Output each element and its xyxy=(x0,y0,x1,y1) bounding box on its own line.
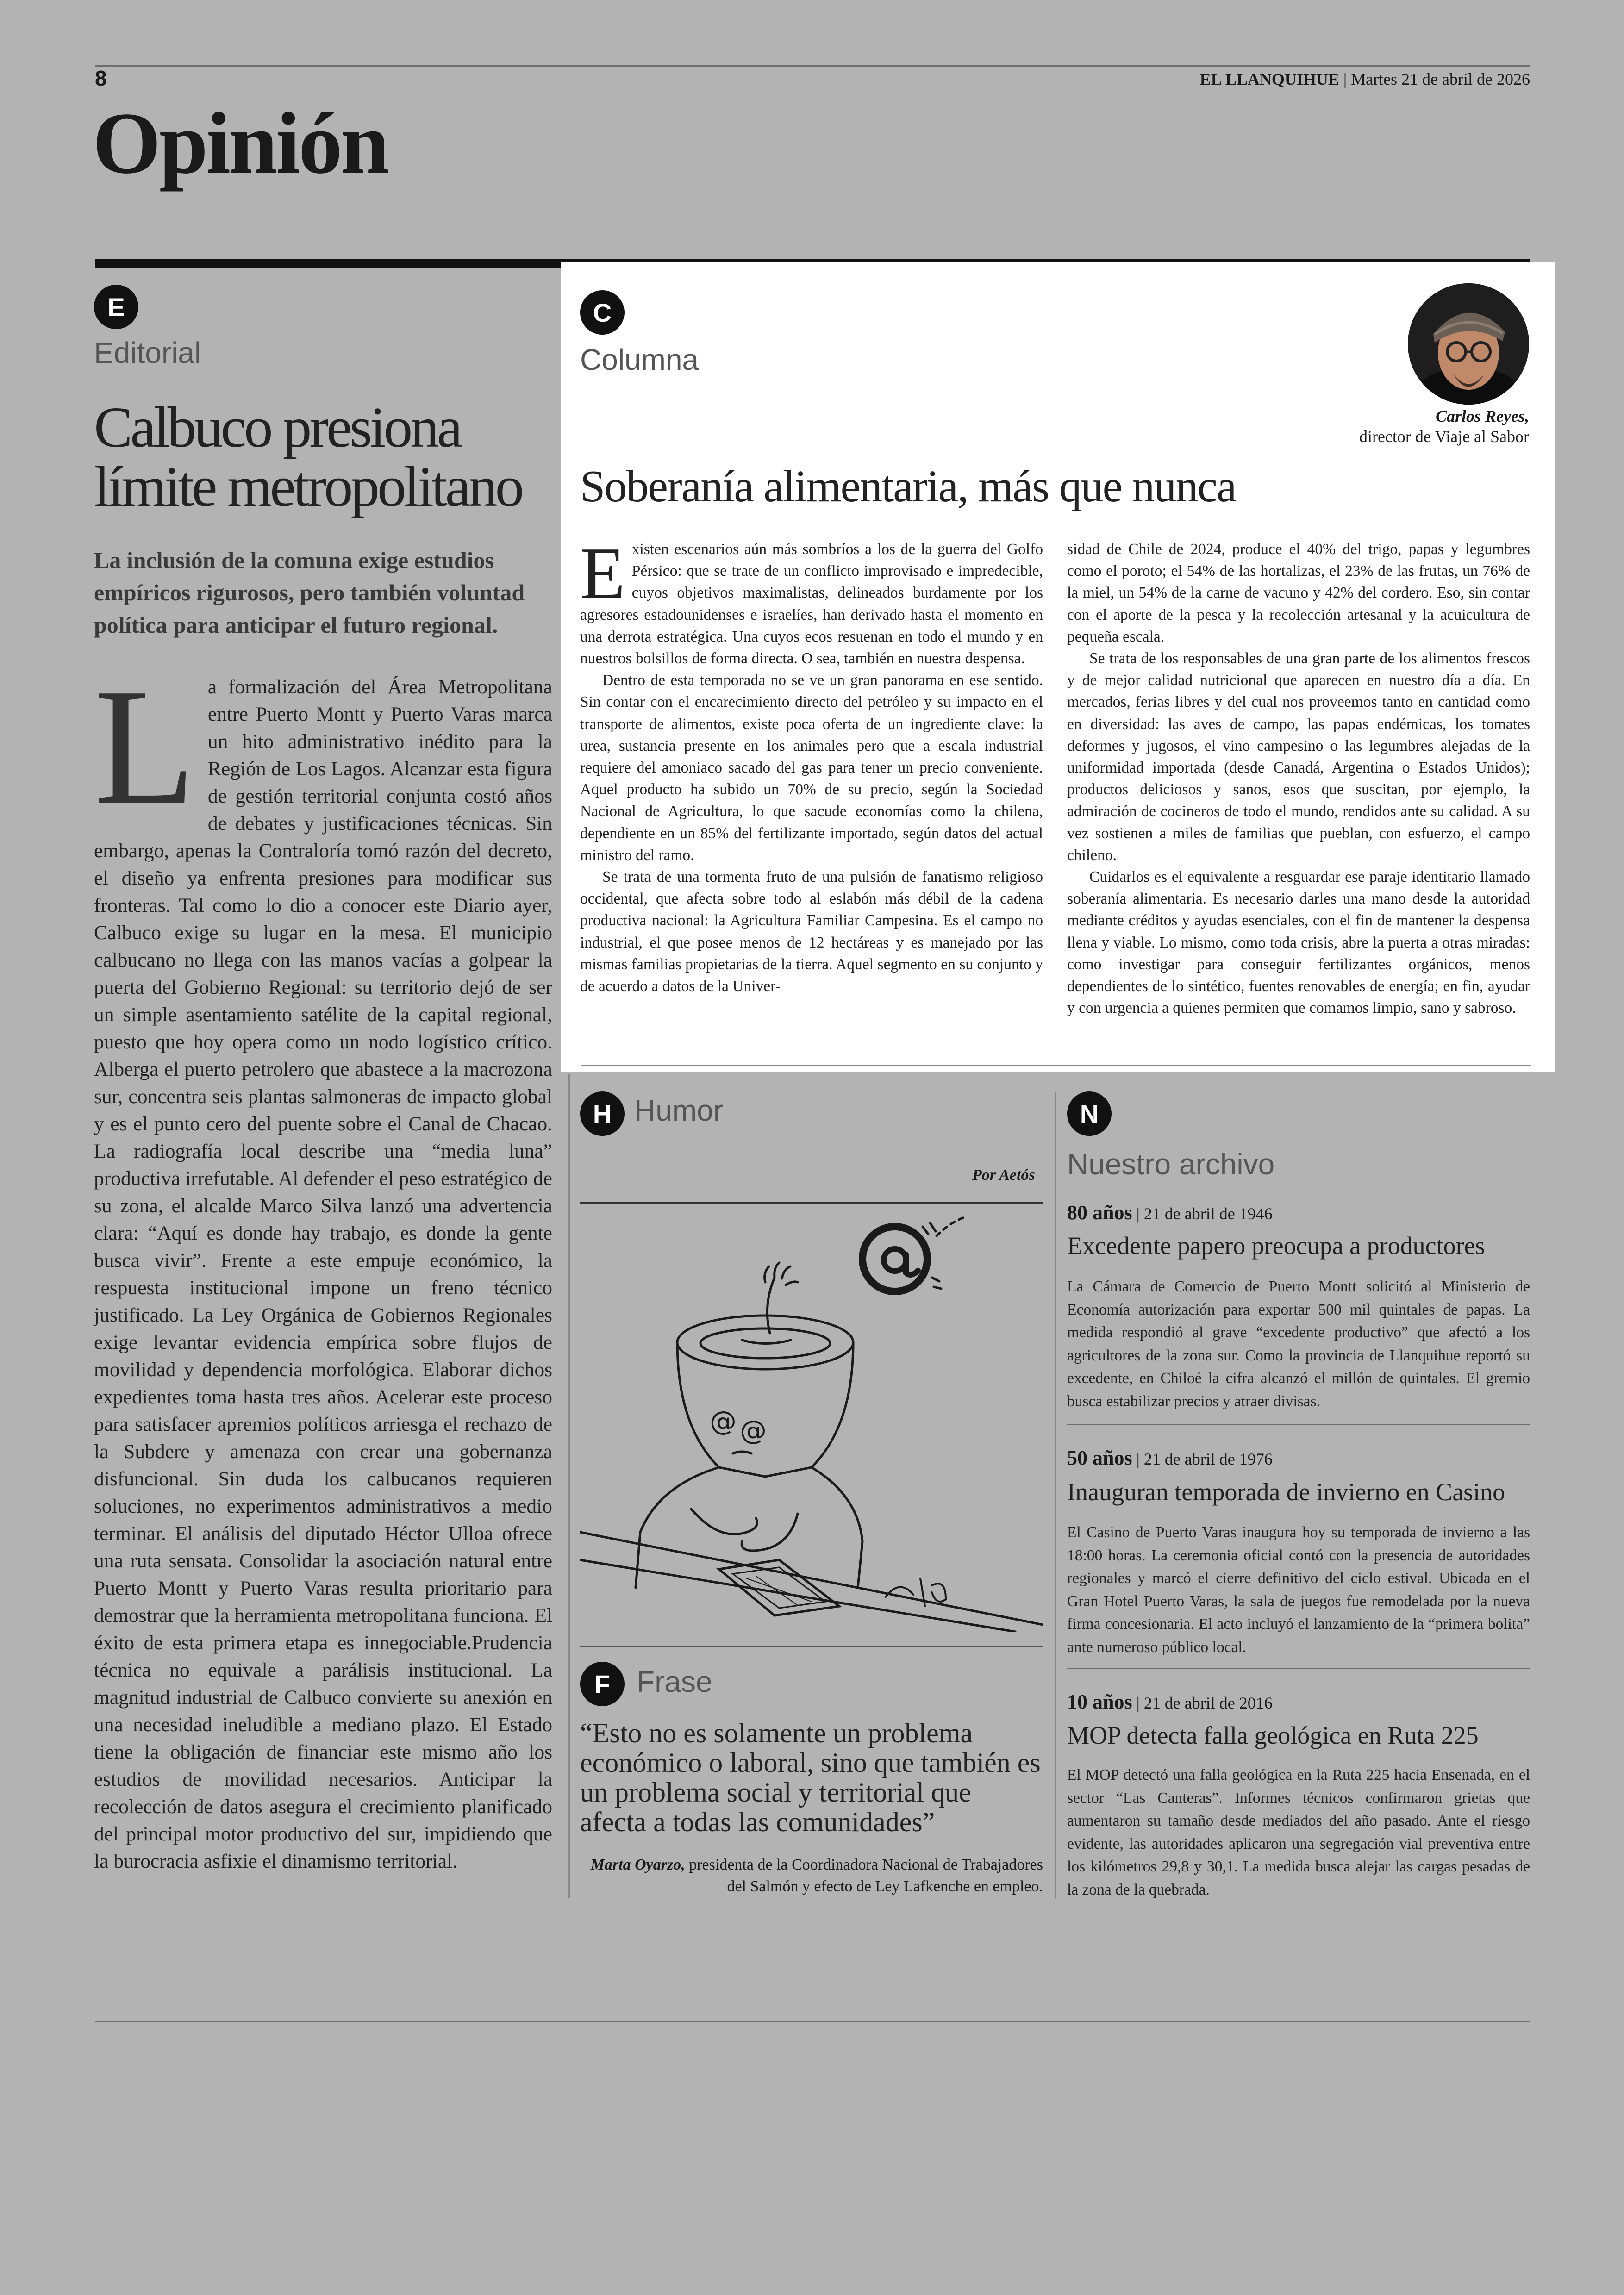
author-portrait-icon xyxy=(1408,283,1529,405)
archivo-item-body: El MOP detectó una falla geológica en la Ruta 225 hacia Ensenada, en el sector “Las Canteras”. Informes técnicos confirmaron grietas que aumentaron su tamaño desde mediados del año pasado. Ante el riesgo evidente, las autoridades aplicaron una segregación vial preventiva entre los kilómetros 29,8 y 30,1. La medida busca alejar las cargas pesadas de la zona de la quebrada. xyxy=(1067,1766,1530,1898)
editorial-dropcap: L xyxy=(94,654,196,839)
column-dropcap: E xyxy=(580,532,625,614)
svg-text:@: @ xyxy=(710,1405,737,1437)
top-hairline xyxy=(95,65,1530,67)
column-kicker: Columna xyxy=(580,343,699,376)
humor-cartoon xyxy=(580,1208,1043,1632)
archivo-item-meta: 10 años | 21 de abril de 2016 xyxy=(1067,1690,1273,1713)
editorial-badge: E xyxy=(94,285,138,329)
svg-text:@: @ xyxy=(740,1415,767,1446)
archivo-item-title: Excedente papero preocupa a productores xyxy=(1067,1232,1485,1260)
frase-kicker: Frase xyxy=(637,1665,712,1698)
cartoon-drawing-icon xyxy=(580,1208,1043,1632)
archivo-item-meta: 80 años | 21 de abril de 1946 xyxy=(1067,1201,1273,1224)
column-text-right xyxy=(1067,538,1530,1019)
archivo-item-meta: 50 años | 21 de abril de 1976 xyxy=(1067,1447,1273,1469)
masthead-separator: | xyxy=(1339,70,1351,88)
archivo-item-body: El Casino de Puerto Varas inaugura hoy su temporada de invierno a las 18:00 horas. La ceremonia oficial contó con la presencia de autoridades regionales y marcó el cierre definitivo del ciclo estival. Ubicada en el Gran Hotel Puerto Varas, la sala de juegos fue remodelada por la nueva firma concesionaria. El acto incluyó el lanzamiento de la “primera bolita” ante numeroso público local. xyxy=(1067,1524,1530,1656)
editorial-text: a formalización del Área Metropolitana entre Puerto Montt y Puerto Varas marca un hito administrativo inédito para la Región de Los Lagos. Alcanzar esta figura de gestión territorial conjunta costó años de debates y justificaciones técnicas. Sin embargo, apenas la Contraloría tomó razón del decreto, el diseño ya enfrenta presiones para modificar sus fronteras. Tal como lo dio a conocer este Diario ayer, Calbuco exige su lugar en la mesa. El municipio calbucano no llega con las manos vacías a golpear la puerta del Gobierno Regional: su territorio dejó de ser un simple asentamiento satélite de la capital regional, puesto que hoy opera como un nodo logístico crítico. Alberga el puerto petrolero que abastece a la macrozona sur, concentra seis plantas salmoneras de impacto global y es el punto cero del puente sobre el Canal de Chacao. La radiografía local describe una “media luna” productiva irrefutable. Al defender el peso estratégico de su zona, el alcalde Marco Silva lanzó una advertencia clara: “Aquí es donde hay trabajo, es donde la gente busca vivir”. Frente a este empuje económico, la respuesta institucional impone un freno técnico justificado. La Ley Orgánica de Gobiernos Regionales exige levantar evidencia empírica sobre flujos de movilidad y dependencia morfológica. Elaborar dichos expedientes toma hasta tres años. Acelerar este proceso para satisfacer apremios políticos arriesga el rechazo de la Subdere y amenaza con crear una gobernanza disfuncional. Sin duda los calbucanos requieren soluciones, no experimentos administrativos a medio terminar. El análisis del diputado Héctor Ulloa ofrece una ruta sensata. Consolidar la asociación natural entre Puerto Montt y Puerto Varas resulta prioritario para demostrar que la herramienta metropolitana funciona. El éxito de esta primera etapa es innegociable.Prudencia técnica no equivale a parálisis institucional. La magnitud industrial de Calbuco convierte su anexión en una necesidad ineludible a mediano plazo. El Estado tiene la obligación de financiar este mismo año los estudios de movilidad necesarios. Anticipar la recolección de datos asegura el crecimiento planificado del principal motor productivo del sur, impidiendo que la burocracia asfixie el dinamismo territorial. xyxy=(94,676,552,1872)
frase-attribution xyxy=(580,1854,1043,1897)
page-number: 8 xyxy=(95,66,107,90)
editorial-body xyxy=(94,654,552,1875)
humor-badge: H xyxy=(580,1091,625,1136)
footer-rule xyxy=(95,2021,1530,2022)
column-paragraph: Existen escenarios aún más sombríos a los de la guerra del Golfo Pérsico: que se trate de un conflicto improvisado e impredecible, cuyos objetivos maximalistas, delineados burdamente por los agresores estadounidenses e israelíes, han derivado hasta el momento en una derrota estratégica. Una cuyos ecos resuenan en todo el mundo y en nuestros bolsillos de forma directa. O sea, también en nuestra despensa. xyxy=(580,532,1043,667)
author-role: director de Viaje al Sabor xyxy=(1359,427,1529,446)
humor-bottom-rule xyxy=(580,1646,1043,1647)
frase-author-role: presidenta de la Coordinadora Nacional de Trabajadores del Salmón y efecto de Ley Lafkenche en empleo. xyxy=(689,1856,1043,1895)
archivo-item-title: Inauguran temporada de invierno en Casino xyxy=(1067,1478,1505,1506)
archivo-separator xyxy=(1067,1668,1530,1669)
archivo-item-title: MOP detecta falla geológica en Ruta 225 xyxy=(1067,1721,1479,1749)
column-text-left xyxy=(580,532,1043,997)
frase-quote: “Esto no es solamente un problema económico o laboral, sino que también es un problema social y territorial que afecta a todas las comunidades” xyxy=(580,1718,1041,1837)
archivo-kicker: Nuestro archivo xyxy=(1067,1148,1275,1181)
masthead xyxy=(1200,69,1530,89)
frase-badge: F xyxy=(580,1662,625,1706)
column-paragraph: Cuidarlos es el equivalente a resguardar ese paraje identitario llamado soberanía alimentaria. Es necesario darles una mano desde la autoridad mediante créditos y ayudas esenciales, con el fin de mantener la despensa llena y viable. Lo mismo, como toda crisis, abre la puerta a otras miradas: como investigar para conseguir fertilizantes orgánicos, menos dependientes de lo sintético, fuentes renovables de energía; en fin, ayudar y con urgencia a quienes permiten que comamos limpio, sano y sabroso. xyxy=(1067,868,1530,1017)
section-title: Opinión xyxy=(93,95,388,192)
author-name: Carlos Reyes, xyxy=(1436,407,1529,425)
column-paragraph: Dentro de esta temporada no se ve un gran panorama en ese sentido. Sin contar con el encarecimiento directo del petróleo y su impacto en el transporte de alimentos, existe poca oferta de un ingrediente clave: la urea, sustancia presente en los animales pero que a escala industrial requiere del amoniaco sacado del gas para tener un precio conveniente. Aquel producto ha subido un 70% de su precio, según la Sociedad Nacional de Agricultura, lo que sacude economías como la chilena, dependiente en un 85% del fertilizante importado, según datos del actual ministro del ramo. xyxy=(580,672,1043,864)
editorial-deck: La inclusión de la comuna exige estudios empíricos rigurosos, pero también voluntad política para anticipar el futuro regional. xyxy=(94,547,525,638)
column-paragraph: Se trata de los responsables de una gran parte de los alimentos frescos y de mejor calidad nutricional que aparecen en nuestro día a día. En mercados, ferias libres y del cual nos proveemos tanto en cantidad como en diversidad: las aves de campo, las papas endémicas, los tomates deformes y jugosos, el vino campesino o las legumbres alejadas de la uniformidad importada (desde Canadá, Argentina o Estados Unidos); productos deliciosos y sanos, esos que suscitan, por ejemplo, la admiración de cocineros de todo el mundo, rendidos ante su calidad. A su vez sostienen a miles de familias que pueblan, con esfuerzo, el campo chileno. xyxy=(1067,650,1530,864)
author-photo xyxy=(1408,283,1529,405)
humor-rule xyxy=(580,1202,1043,1204)
editorial-headline: Calbuco presiona límite metropolitano xyxy=(94,396,522,519)
frase-author-name: Marta Oyarzo, xyxy=(590,1856,685,1873)
column-paragraph: sidad de Chile de 2024, produce el 40% del trigo, papas y legumbres como el poroto; el 54% de las hortalizas, el 23% de las frutas, un 76% de la miel, un 54% de la carne de vacuno y 42% del cordero. Eso, sin contar con el aporte de la pesca y la recolección artesanal y la acuicultura de pequeña escala. xyxy=(1067,541,1530,645)
archivo-item-body: La Cámara de Comercio de Puerto Montt solicitó al Ministerio de Economía autorización para exportar 500 mil quintales de papas. La medida respondió al grave “excedente productivo” que afectó a los agricultores de la zona sur. Como la provincia de Llanquihue reportó su excedente, en Chiloé la cifra alcanzó el millón de quintales. El gremio busca estabilizar precios y atraer divisas. xyxy=(1067,1278,1530,1410)
column-paragraph: Se trata de una tormenta fruto de una pulsión de fanatismo religioso occidental, que afecta sobre todo al eslabón más débil de la cadena productiva nacional: la Agricultura Familiar Campesina. Es el campo no industrial, el que posee menos de 12 hectáreas y es manejado por las mismas familias propietarias de la tierra. Aquel segmento en su conjunto y de acuerdo a datos de la Univer- xyxy=(580,868,1043,995)
column-divider-left xyxy=(568,1074,570,1898)
column-bottom-rule xyxy=(581,1065,1531,1066)
issue-date: Martes 21 de abril de 2026 xyxy=(1351,70,1530,88)
humor-kicker: Humor xyxy=(634,1094,724,1127)
archivo-separator xyxy=(1067,1424,1530,1425)
editorial-kicker: Editorial xyxy=(94,336,201,369)
humor-byline: Por Aetós xyxy=(972,1166,1035,1184)
archivo-badge: N xyxy=(1067,1091,1112,1136)
newspaper-name: EL LLANQUIHUE xyxy=(1199,70,1339,88)
column-badge: C xyxy=(580,290,625,335)
column-divider-right xyxy=(1055,1092,1056,1898)
column-headline: Soberanía alimentaria, más que nunca xyxy=(580,461,1236,511)
